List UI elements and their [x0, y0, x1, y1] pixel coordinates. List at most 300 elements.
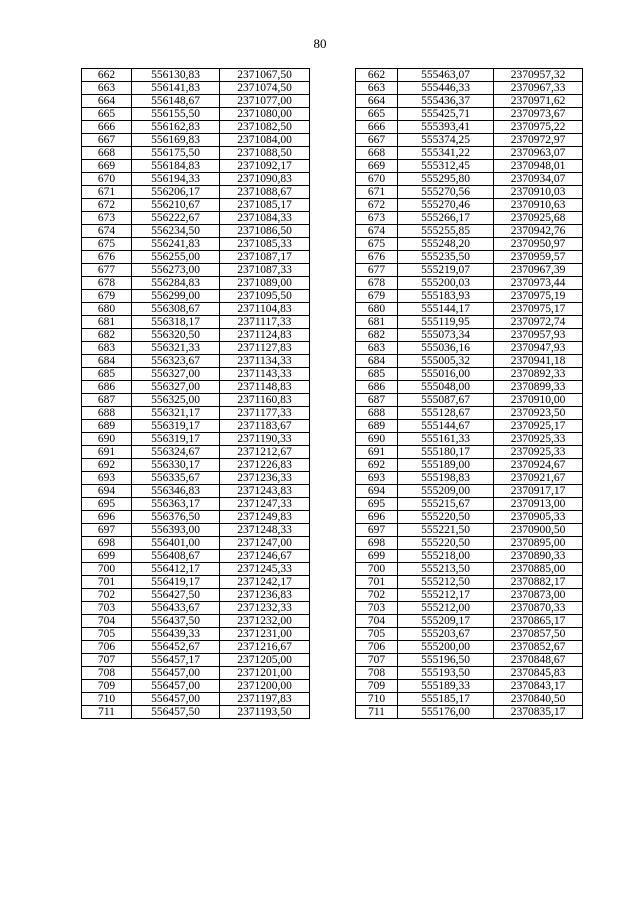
right-x-coordinate-cell: 555189,00: [398, 459, 494, 472]
right-point-number-cell: 695: [356, 498, 398, 511]
right-point-number-cell: 676: [356, 251, 398, 264]
table-row: [82, 537, 583, 550]
right-y-coordinate-cell: 2370895,00: [494, 537, 583, 550]
left-x-coordinate-cell: 556141,83: [132, 82, 220, 95]
left-y-coordinate-cell: 2371247,33: [220, 498, 310, 511]
column-gap: [310, 537, 356, 550]
right-point-number-cell: 664: [356, 95, 398, 108]
column-gap: [310, 394, 356, 407]
left-x-coordinate-cell: 556412,17: [132, 563, 220, 576]
left-x-coordinate-cell: 556363,17: [132, 498, 220, 511]
left-x-coordinate-cell: 556319,17: [132, 420, 220, 433]
right-x-coordinate-cell: 555218,00: [398, 550, 494, 563]
right-x-coordinate-cell: 555312,45: [398, 160, 494, 173]
column-gap: [310, 641, 356, 654]
left-y-coordinate-cell: 2371067,50: [220, 69, 310, 82]
left-point-number-cell: 671: [82, 186, 132, 199]
right-x-coordinate-cell: 555341,22: [398, 147, 494, 160]
right-point-number-cell: 703: [356, 602, 398, 615]
left-y-coordinate-cell: 2371242,17: [220, 576, 310, 589]
left-x-coordinate-cell: 556206,17: [132, 186, 220, 199]
right-point-number-cell: 689: [356, 420, 398, 433]
left-x-coordinate-cell: 556439,33: [132, 628, 220, 641]
left-point-number-cell: 692: [82, 459, 132, 472]
column-gap: [310, 199, 356, 212]
table-row: [82, 641, 583, 654]
table-row: [82, 342, 583, 355]
left-y-coordinate-cell: 2371201,00: [220, 667, 310, 680]
table-row: [82, 147, 583, 160]
right-y-coordinate-cell: 2370905,33: [494, 511, 583, 524]
column-gap: [310, 82, 356, 95]
left-point-number-cell: 662: [82, 69, 132, 82]
right-y-coordinate-cell: 2370910,63: [494, 199, 583, 212]
left-point-number-cell: 691: [82, 446, 132, 459]
right-x-coordinate-cell: 555180,17: [398, 446, 494, 459]
coordinates-table: [81, 68, 583, 719]
right-y-coordinate-cell: 2370917,17: [494, 485, 583, 498]
right-y-coordinate-cell: 2370934,07: [494, 173, 583, 186]
right-y-coordinate-cell: 2370971,62: [494, 95, 583, 108]
left-point-number-cell: 698: [82, 537, 132, 550]
column-gap: [310, 342, 356, 355]
left-x-coordinate-cell: 556457,00: [132, 667, 220, 680]
right-y-coordinate-cell: 2370910,03: [494, 186, 583, 199]
left-x-coordinate-cell: 556184,83: [132, 160, 220, 173]
right-y-coordinate-cell: 2370843,17: [494, 680, 583, 693]
left-y-coordinate-cell: 2371232,00: [220, 615, 310, 628]
column-gap: [310, 433, 356, 446]
left-point-number-cell: 664: [82, 95, 132, 108]
column-gap: [310, 355, 356, 368]
table-row: [82, 459, 583, 472]
table-row: [82, 433, 583, 446]
right-x-coordinate-cell: 555425,71: [398, 108, 494, 121]
left-x-coordinate-cell: 556320,50: [132, 329, 220, 342]
left-point-number-cell: 694: [82, 485, 132, 498]
left-point-number-cell: 701: [82, 576, 132, 589]
left-y-coordinate-cell: 2371088,67: [220, 186, 310, 199]
right-x-coordinate-cell: 555189,33: [398, 680, 494, 693]
column-gap: [310, 251, 356, 264]
left-x-coordinate-cell: 556241,83: [132, 238, 220, 251]
left-y-coordinate-cell: 2371236,33: [220, 472, 310, 485]
column-gap: [310, 446, 356, 459]
right-x-coordinate-cell: 555213,50: [398, 563, 494, 576]
table-row: [82, 472, 583, 485]
column-gap: [310, 303, 356, 316]
left-y-coordinate-cell: 2371124,83: [220, 329, 310, 342]
left-x-coordinate-cell: 556457,00: [132, 693, 220, 706]
table-row: [82, 680, 583, 693]
right-x-coordinate-cell: 555220,50: [398, 511, 494, 524]
table-row: [82, 69, 583, 82]
column-gap: [310, 550, 356, 563]
right-y-coordinate-cell: 2370957,32: [494, 69, 583, 82]
right-y-coordinate-cell: 2370957,93: [494, 329, 583, 342]
right-y-coordinate-cell: 2370882,17: [494, 576, 583, 589]
left-point-number-cell: 675: [82, 238, 132, 251]
left-y-coordinate-cell: 2371143,33: [220, 368, 310, 381]
right-y-coordinate-cell: 2370972,97: [494, 134, 583, 147]
left-x-coordinate-cell: 556194,33: [132, 173, 220, 186]
left-point-number-cell: 700: [82, 563, 132, 576]
left-point-number-cell: 680: [82, 303, 132, 316]
right-x-coordinate-cell: 555036,16: [398, 342, 494, 355]
column-gap: [310, 238, 356, 251]
left-y-coordinate-cell: 2371104,83: [220, 303, 310, 316]
table-row: [82, 654, 583, 667]
left-point-number-cell: 669: [82, 160, 132, 173]
right-x-coordinate-cell: 555161,33: [398, 433, 494, 446]
table-row: [82, 407, 583, 420]
right-point-number-cell: 688: [356, 407, 398, 420]
left-x-coordinate-cell: 556169,83: [132, 134, 220, 147]
left-y-coordinate-cell: 2371084,33: [220, 212, 310, 225]
right-point-number-cell: 710: [356, 693, 398, 706]
left-point-number-cell: 710: [82, 693, 132, 706]
right-x-coordinate-cell: 555005,32: [398, 355, 494, 368]
table-row: [82, 589, 583, 602]
table-row: [82, 667, 583, 680]
right-y-coordinate-cell: 2370900,50: [494, 524, 583, 537]
right-y-coordinate-cell: 2370865,17: [494, 615, 583, 628]
right-y-coordinate-cell: 2370921,67: [494, 472, 583, 485]
right-x-coordinate-cell: 555176,00: [398, 706, 494, 719]
right-point-number-cell: 697: [356, 524, 398, 537]
right-y-coordinate-cell: 2370852,67: [494, 641, 583, 654]
column-gap: [310, 680, 356, 693]
column-gap: [310, 407, 356, 420]
table-row: [82, 693, 583, 706]
right-x-coordinate-cell: 555215,67: [398, 498, 494, 511]
right-y-coordinate-cell: 2370925,68: [494, 212, 583, 225]
right-point-number-cell: 665: [356, 108, 398, 121]
left-point-number-cell: 689: [82, 420, 132, 433]
left-point-number-cell: 677: [82, 264, 132, 277]
left-x-coordinate-cell: 556318,17: [132, 316, 220, 329]
left-x-coordinate-cell: 556155,50: [132, 108, 220, 121]
column-gap: [310, 615, 356, 628]
table-row: [82, 615, 583, 628]
column-gap: [310, 264, 356, 277]
left-x-coordinate-cell: 556427,50: [132, 589, 220, 602]
right-point-number-cell: 685: [356, 368, 398, 381]
right-x-coordinate-cell: 555255,85: [398, 225, 494, 238]
left-x-coordinate-cell: 556452,67: [132, 641, 220, 654]
right-x-coordinate-cell: 555270,56: [398, 186, 494, 199]
left-point-number-cell: 670: [82, 173, 132, 186]
left-y-coordinate-cell: 2371080,00: [220, 108, 310, 121]
table-row: [82, 355, 583, 368]
left-x-coordinate-cell: 556335,67: [132, 472, 220, 485]
table-row: [82, 95, 583, 108]
left-x-coordinate-cell: 556175,50: [132, 147, 220, 160]
left-y-coordinate-cell: 2371160,83: [220, 394, 310, 407]
left-y-coordinate-cell: 2371193,50: [220, 706, 310, 719]
table-row: [82, 264, 583, 277]
column-gap: [310, 524, 356, 537]
right-y-coordinate-cell: 2370857,50: [494, 628, 583, 641]
right-y-coordinate-cell: 2370973,67: [494, 108, 583, 121]
left-y-coordinate-cell: 2371148,83: [220, 381, 310, 394]
left-y-coordinate-cell: 2371190,33: [220, 433, 310, 446]
right-y-coordinate-cell: 2370892,33: [494, 368, 583, 381]
right-point-number-cell: 671: [356, 186, 398, 199]
table-row: [82, 290, 583, 303]
right-x-coordinate-cell: 555185,17: [398, 693, 494, 706]
right-point-number-cell: 704: [356, 615, 398, 628]
right-point-number-cell: 682: [356, 329, 398, 342]
right-y-coordinate-cell: 2370885,00: [494, 563, 583, 576]
column-gap: [310, 147, 356, 160]
left-y-coordinate-cell: 2371127,83: [220, 342, 310, 355]
right-point-number-cell: 663: [356, 82, 398, 95]
right-point-number-cell: 678: [356, 277, 398, 290]
column-gap: [310, 628, 356, 641]
right-point-number-cell: 705: [356, 628, 398, 641]
left-x-coordinate-cell: 556210,67: [132, 199, 220, 212]
left-x-coordinate-cell: 556419,17: [132, 576, 220, 589]
column-gap: [310, 121, 356, 134]
left-point-number-cell: 696: [82, 511, 132, 524]
left-y-coordinate-cell: 2371085,17: [220, 199, 310, 212]
left-x-coordinate-cell: 556255,00: [132, 251, 220, 264]
right-y-coordinate-cell: 2370947,93: [494, 342, 583, 355]
left-y-coordinate-cell: 2371092,17: [220, 160, 310, 173]
left-x-coordinate-cell: 556273,00: [132, 264, 220, 277]
left-point-number-cell: 679: [82, 290, 132, 303]
left-y-coordinate-cell: 2371084,00: [220, 134, 310, 147]
right-x-coordinate-cell: 555248,20: [398, 238, 494, 251]
right-point-number-cell: 673: [356, 212, 398, 225]
left-y-coordinate-cell: 2371232,33: [220, 602, 310, 615]
column-gap: [310, 95, 356, 108]
right-y-coordinate-cell: 2370975,19: [494, 290, 583, 303]
right-y-coordinate-cell: 2370910,00: [494, 394, 583, 407]
column-gap: [310, 277, 356, 290]
table-row: [82, 381, 583, 394]
left-x-coordinate-cell: 556284,83: [132, 277, 220, 290]
right-x-coordinate-cell: 555212,50: [398, 576, 494, 589]
left-y-coordinate-cell: 2371226,83: [220, 459, 310, 472]
right-y-coordinate-cell: 2370941,18: [494, 355, 583, 368]
right-x-coordinate-cell: 555119,95: [398, 316, 494, 329]
column-gap: [310, 667, 356, 680]
right-point-number-cell: 669: [356, 160, 398, 173]
right-x-coordinate-cell: 555393,41: [398, 121, 494, 134]
right-point-number-cell: 683: [356, 342, 398, 355]
right-y-coordinate-cell: 2370924,67: [494, 459, 583, 472]
left-y-coordinate-cell: 2371197,83: [220, 693, 310, 706]
table-row: [82, 368, 583, 381]
table-row: [82, 498, 583, 511]
left-point-number-cell: 704: [82, 615, 132, 628]
column-gap: [310, 160, 356, 173]
right-x-coordinate-cell: 555198,83: [398, 472, 494, 485]
left-point-number-cell: 703: [82, 602, 132, 615]
right-point-number-cell: 698: [356, 537, 398, 550]
left-point-number-cell: 697: [82, 524, 132, 537]
right-point-number-cell: 701: [356, 576, 398, 589]
left-point-number-cell: 683: [82, 342, 132, 355]
left-point-number-cell: 688: [82, 407, 132, 420]
table-row: [82, 121, 583, 134]
column-gap: [310, 472, 356, 485]
right-x-coordinate-cell: 555266,17: [398, 212, 494, 225]
right-x-coordinate-cell: 555463,07: [398, 69, 494, 82]
left-y-coordinate-cell: 2371212,67: [220, 446, 310, 459]
left-x-coordinate-cell: 556321,33: [132, 342, 220, 355]
right-point-number-cell: 674: [356, 225, 398, 238]
left-y-coordinate-cell: 2371236,83: [220, 589, 310, 602]
left-point-number-cell: 708: [82, 667, 132, 680]
left-x-coordinate-cell: 556323,67: [132, 355, 220, 368]
column-gap: [310, 563, 356, 576]
left-point-number-cell: 709: [82, 680, 132, 693]
right-x-coordinate-cell: 555203,67: [398, 628, 494, 641]
left-point-number-cell: 681: [82, 316, 132, 329]
left-point-number-cell: 665: [82, 108, 132, 121]
right-y-coordinate-cell: 2370959,57: [494, 251, 583, 264]
right-y-coordinate-cell: 2370923,50: [494, 407, 583, 420]
table-row: [82, 394, 583, 407]
left-y-coordinate-cell: 2371216,67: [220, 641, 310, 654]
left-point-number-cell: 685: [82, 368, 132, 381]
left-x-coordinate-cell: 556376,50: [132, 511, 220, 524]
right-point-number-cell: 670: [356, 173, 398, 186]
column-gap: [310, 511, 356, 524]
column-gap: [310, 316, 356, 329]
table-row: [82, 628, 583, 641]
left-point-number-cell: 695: [82, 498, 132, 511]
column-gap: [310, 706, 356, 719]
left-point-number-cell: 690: [82, 433, 132, 446]
left-y-coordinate-cell: 2371249,83: [220, 511, 310, 524]
left-y-coordinate-cell: 2371077,00: [220, 95, 310, 108]
table-row: [82, 550, 583, 563]
left-y-coordinate-cell: 2371089,00: [220, 277, 310, 290]
right-x-coordinate-cell: 555128,67: [398, 407, 494, 420]
right-point-number-cell: 668: [356, 147, 398, 160]
right-x-coordinate-cell: 555212,17: [398, 589, 494, 602]
right-x-coordinate-cell: 555048,00: [398, 381, 494, 394]
right-point-number-cell: 702: [356, 589, 398, 602]
left-x-coordinate-cell: 556162,83: [132, 121, 220, 134]
right-y-coordinate-cell: 2370913,00: [494, 498, 583, 511]
left-y-coordinate-cell: 2371095,50: [220, 290, 310, 303]
right-point-number-cell: 692: [356, 459, 398, 472]
left-x-coordinate-cell: 556148,67: [132, 95, 220, 108]
left-point-number-cell: 666: [82, 121, 132, 134]
right-y-coordinate-cell: 2370835,17: [494, 706, 583, 719]
left-y-coordinate-cell: 2371085,33: [220, 238, 310, 251]
table-row: [82, 420, 583, 433]
right-point-number-cell: 709: [356, 680, 398, 693]
right-x-coordinate-cell: 555144,67: [398, 420, 494, 433]
left-x-coordinate-cell: 556457,00: [132, 680, 220, 693]
table-row: [82, 277, 583, 290]
left-y-coordinate-cell: 2371082,50: [220, 121, 310, 134]
right-x-coordinate-cell: 555016,00: [398, 368, 494, 381]
table-row: [82, 706, 583, 719]
right-x-coordinate-cell: 555196,50: [398, 654, 494, 667]
right-x-coordinate-cell: 555270,46: [398, 199, 494, 212]
right-y-coordinate-cell: 2370925,33: [494, 446, 583, 459]
left-point-number-cell: 663: [82, 82, 132, 95]
column-gap: [310, 368, 356, 381]
right-x-coordinate-cell: 555295,80: [398, 173, 494, 186]
right-y-coordinate-cell: 2370890,33: [494, 550, 583, 563]
table-row: [82, 329, 583, 342]
right-x-coordinate-cell: 555200,03: [398, 277, 494, 290]
right-point-number-cell: 680: [356, 303, 398, 316]
right-point-number-cell: 687: [356, 394, 398, 407]
left-x-coordinate-cell: 556327,00: [132, 381, 220, 394]
left-point-number-cell: 693: [82, 472, 132, 485]
right-point-number-cell: 662: [356, 69, 398, 82]
column-gap: [310, 134, 356, 147]
column-gap: [310, 108, 356, 121]
left-y-coordinate-cell: 2371090,83: [220, 173, 310, 186]
column-gap: [310, 693, 356, 706]
column-gap: [310, 225, 356, 238]
table-row: [82, 225, 583, 238]
left-x-coordinate-cell: 556222,67: [132, 212, 220, 225]
left-y-coordinate-cell: 2371247,00: [220, 537, 310, 550]
table-row: [82, 199, 583, 212]
table-row: [82, 82, 583, 95]
column-gap: [310, 589, 356, 602]
left-y-coordinate-cell: 2371117,33: [220, 316, 310, 329]
left-y-coordinate-cell: 2371134,33: [220, 355, 310, 368]
table-row: [82, 160, 583, 173]
left-y-coordinate-cell: 2371246,67: [220, 550, 310, 563]
right-point-number-cell: 707: [356, 654, 398, 667]
right-x-coordinate-cell: 555193,50: [398, 667, 494, 680]
right-y-coordinate-cell: 2370845,83: [494, 667, 583, 680]
left-y-coordinate-cell: 2371074,50: [220, 82, 310, 95]
table-row: [82, 485, 583, 498]
left-y-coordinate-cell: 2371200,00: [220, 680, 310, 693]
left-y-coordinate-cell: 2371243,83: [220, 485, 310, 498]
left-point-number-cell: 702: [82, 589, 132, 602]
right-x-coordinate-cell: 555212,00: [398, 602, 494, 615]
column-gap: [310, 420, 356, 433]
left-point-number-cell: 678: [82, 277, 132, 290]
left-x-coordinate-cell: 556319,17: [132, 433, 220, 446]
table-row: [82, 576, 583, 589]
left-y-coordinate-cell: 2371087,33: [220, 264, 310, 277]
left-point-number-cell: 673: [82, 212, 132, 225]
column-gap: [310, 459, 356, 472]
left-point-number-cell: 687: [82, 394, 132, 407]
left-point-number-cell: 686: [82, 381, 132, 394]
right-point-number-cell: 677: [356, 264, 398, 277]
right-x-coordinate-cell: 555220,50: [398, 537, 494, 550]
left-y-coordinate-cell: 2371088,50: [220, 147, 310, 160]
table-row: [82, 524, 583, 537]
left-x-coordinate-cell: 556346,83: [132, 485, 220, 498]
right-point-number-cell: 679: [356, 290, 398, 303]
left-point-number-cell: 667: [82, 134, 132, 147]
left-point-number-cell: 676: [82, 251, 132, 264]
left-x-coordinate-cell: 556330,17: [132, 459, 220, 472]
right-point-number-cell: 691: [356, 446, 398, 459]
left-point-number-cell: 668: [82, 147, 132, 160]
right-point-number-cell: 667: [356, 134, 398, 147]
right-x-coordinate-cell: 555209,17: [398, 615, 494, 628]
